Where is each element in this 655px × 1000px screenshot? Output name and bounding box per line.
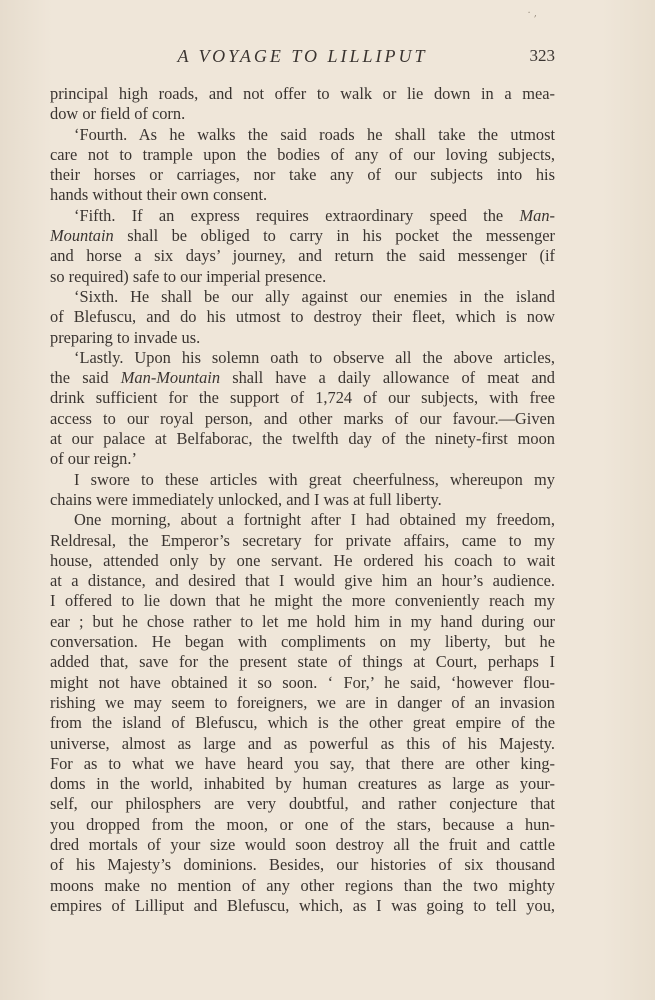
text-line: of Blefuscu, and do his utmost to destroy their fleet, which is now — [50, 307, 555, 327]
text-line: chains were immediately unlocked, and I was at full liberty. — [50, 489, 442, 509]
text-line: so required) safe to our imperial presence. — [50, 266, 327, 286]
text-line: Reldresal, the Emperor’s secretary for private affairs, came to my — [50, 530, 555, 550]
text-line: drink sufficient for the support of 1,724 of our subjects, with free — [50, 388, 555, 408]
text-line: and horse a six days’ journey, and return the said messenger (if — [50, 246, 555, 266]
page-header — [50, 46, 555, 74]
text-line: at a distance, and desired that I would give him an hour’s audience. — [50, 571, 555, 591]
text-line: ‘Sixth. He shall be our ally against our enemies in the island — [74, 286, 555, 306]
running-title: A VOYAGE TO LILLIPUT — [177, 46, 428, 66]
text-line: moons make no mention of any other regions than the two mighty — [50, 875, 555, 895]
text-line: the said Man-Mountain shall have a daily allowance of meat and — [50, 368, 555, 388]
text-line: hands without their own consent. — [50, 185, 268, 205]
text-line: ‘Fourth. As he walks the said roads he shall take the utmost — [74, 124, 555, 144]
text-line: their horses or carriages, nor take any of our subjects into his — [50, 165, 555, 185]
text-line: For as to what we have heard you say, that there are other king- — [50, 753, 555, 773]
text-line: might not have obtained it so soon. ‘ For,’ he said, ‘however flou- — [50, 672, 555, 692]
text-line: house, attended only by one servant. He ordered his coach to wait — [50, 550, 555, 570]
text-line: dred mortals of your size would soon destroy all the fruit and cattle — [50, 834, 555, 854]
text-line: universe, almost as large and as powerful as this of his Majesty. — [50, 733, 555, 753]
text-line: of our reign.’ — [50, 449, 137, 469]
text-line: One morning, about a fortnight after I had obtained my freedom, — [74, 510, 555, 530]
text-line: added that, save for the present state of things at Court, perhaps I — [50, 652, 555, 672]
text-line: empires of Lilliput and Blefuscu, which, as I was going to tell you, — [50, 895, 555, 915]
body-text — [50, 84, 555, 916]
text-line: at our palace at Belfaborac, the twelfth day of the ninety-first moon — [50, 429, 555, 449]
text-line: ear ; but he chose rather to let me hold him in my hand during our — [50, 611, 555, 631]
text-line: preparing to invade us. — [50, 327, 201, 347]
text-line: self, our philosphers are very doubtful, and rather conjecture that — [50, 794, 555, 814]
text-line: care not to trample upon the bodies of any of our loving subjects, — [50, 144, 555, 164]
text-line: rishing we may seem to foreigners, we are in danger of an invasion — [50, 692, 555, 712]
text-line: access to our royal person, and other marks of our favour.—Given — [50, 408, 555, 428]
text-line: I swore to these articles with great cheerfulness, whereupon my — [74, 469, 555, 489]
text-line: conversation. He began with compliments on my liberty, but he — [50, 632, 555, 652]
text-line: I offered to lie down that he might the more conveniently reach my — [50, 591, 555, 611]
text-line: you dropped from the moon, or one of the stars, because a hun- — [50, 814, 555, 834]
text-line: Mountain shall be obliged to carry in his pocket the messenger — [50, 226, 555, 246]
text-line: ‘Fifth. If an express requires extraordinary speed the Man- — [74, 205, 555, 225]
page-number: 323 — [529, 46, 555, 65]
text-line: doms in the world, inhabited by human creatures as large as your- — [50, 774, 555, 794]
corner-mark: · , — [527, 8, 537, 19]
text-line: from the island of Blefuscu, which is the other great empire of the — [50, 713, 555, 733]
text-line: ‘Lastly. Upon his solemn oath to observe all the above articles, — [74, 347, 555, 367]
text-line: dow or field of corn. — [50, 104, 186, 124]
text-line: of his Majesty’s dominions. Besides, our histories of six thousand — [50, 855, 555, 875]
text-line: principal high roads, and not offer to walk or lie down in a mea- — [50, 84, 555, 103]
